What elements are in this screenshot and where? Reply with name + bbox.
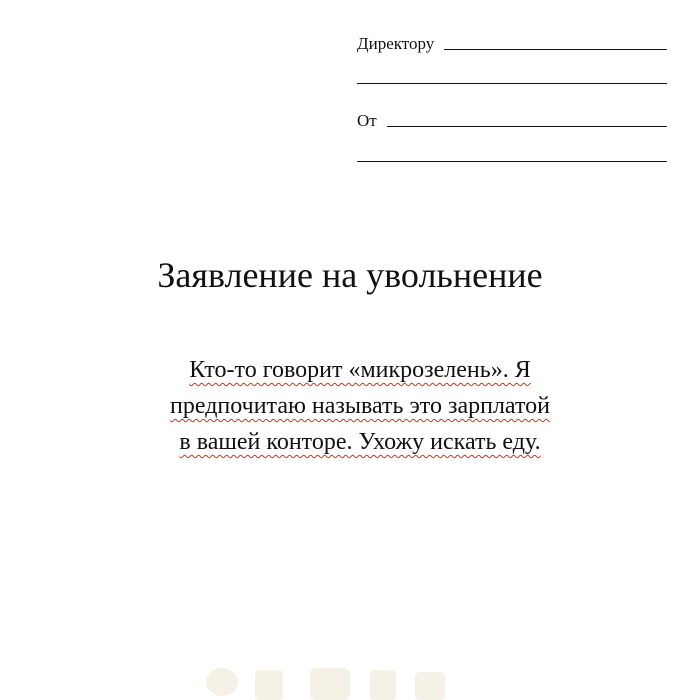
document-body	[90, 352, 630, 460]
director-row	[357, 28, 667, 54]
watermark-blob	[370, 670, 396, 700]
director-name-line	[444, 49, 667, 50]
director-label: Директору	[357, 34, 435, 53]
from-row	[357, 105, 667, 131]
faint-watermark	[200, 640, 520, 700]
watermark-blob	[255, 670, 283, 700]
body-line: Кто-то говорит «микрозелень». Я	[189, 357, 531, 383]
body-line: предпочитаю называть это зарплатой	[170, 393, 550, 419]
from-label: От	[357, 111, 377, 130]
watermark-blob	[206, 668, 238, 696]
watermark-blob	[415, 672, 445, 700]
addressee-block	[357, 28, 667, 162]
watermark-blob	[310, 668, 350, 700]
director-name-line-2	[357, 83, 667, 84]
from-name-line	[387, 126, 667, 127]
document-title: Заявление на увольнение	[157, 255, 543, 295]
from-name-line-2	[357, 161, 667, 162]
body-line: в вашей конторе. Ухожу искать еду.	[179, 429, 541, 455]
